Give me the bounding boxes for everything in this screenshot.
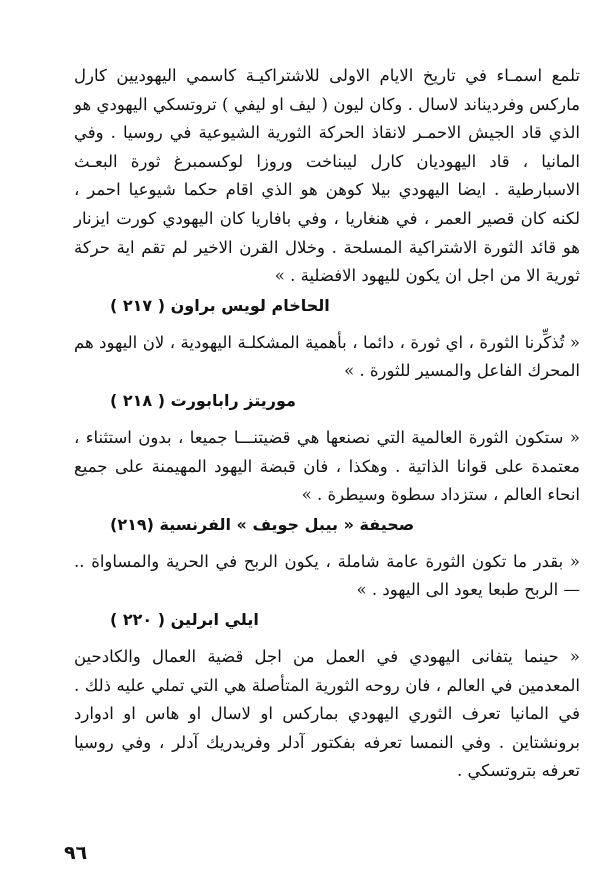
spacer [74,319,580,329]
citation-heading-218: موريتز رابابورت ( ٢١٨ ) [110,390,296,410]
page-number: ٩٦ [64,842,88,864]
paragraph-4: « بقدر ما تكون الثورة عامة شاملة ، يكون الربح في الحرية والمساواة .. — الربح طبعا يعود الى اليهود . » [74,551,580,600]
spacer [74,538,580,548]
citation-heading-219: صحيفة « بيبل جويف » الفرنسية (٢١٩) [110,514,415,534]
paragraph-2: « تُذكِّرنا الثورة ، اي ثورة ، دائما ، بأهمية المشكلـة اليهودية ، لان اليهود هم المحرك الفاعل والمسير للثورة . » [74,332,580,381]
paragraph-1: تلمع اسمـاء في تاريخ الايام الاولى للاشتراكيـة كاسمي اليهوديين كارل ماركس وفرديناند لاسال . وكان ليون ( ليف او ليفي ) تروتسكي اليهودي هو الذي قاد الجيش الاحمـر لانقاذ الحركة الثورية الشيوعية في روسيا . وفي المانيا ، قاد اليهوديان كارل ليبناخت وروزا لوكسمبرغ ثورة البعـث الاسبارطية . ايضا اليهودي بيلا كوهن هو الذي اقام حكما شيوعيا احمر ، لكنه كان قصير العمر ، في هنغاريا ، وفي بافاريا كان اليهودي كورت ايزنار هو قائد الثورة الاشتراكية المسلحة . وخلال القرن الاخير لم تقم اية حركة ثورية الا من اجل ان يكون لليهود الافضلية . » [74,66,580,286]
paragraph-3: « ستكون الثورة العالمية التي نصنعها هي قضيتنـــا جميعا ، بدون استثناء ، معتمدة على قوانا الذاتية . وهكذا ، فان قبضة اليهود المهيمنة على جميع انحاء العالم ، ستزداد سطوة وسيطرة . » [74,427,580,505]
citation-heading-220: ايلي ابرلين ( ٢٢٠ ) [110,609,259,629]
spacer [74,633,580,643]
spacer [74,414,580,424]
citation-heading-217: الحاخام لويس براون ( ٢١٧ ) [110,295,330,315]
paragraph-5: « حينما يتفانى اليهودي في العمل من اجل قضية العمال والكادحين المعدمين في العالم ، فان روحه الثورية المتأصلة هي التي تملي عليه ذلك . في المانيا تعرف الثوري اليهودي بماركس او لاسال او هاس او ادوارد برونشتاين . وفي النمسا تعرفه بفكتور آدلر وفريدريك آدلر ، وفي روسيا تعرفه بتروتسكي . [74,646,580,781]
page-body [74,62,580,786]
